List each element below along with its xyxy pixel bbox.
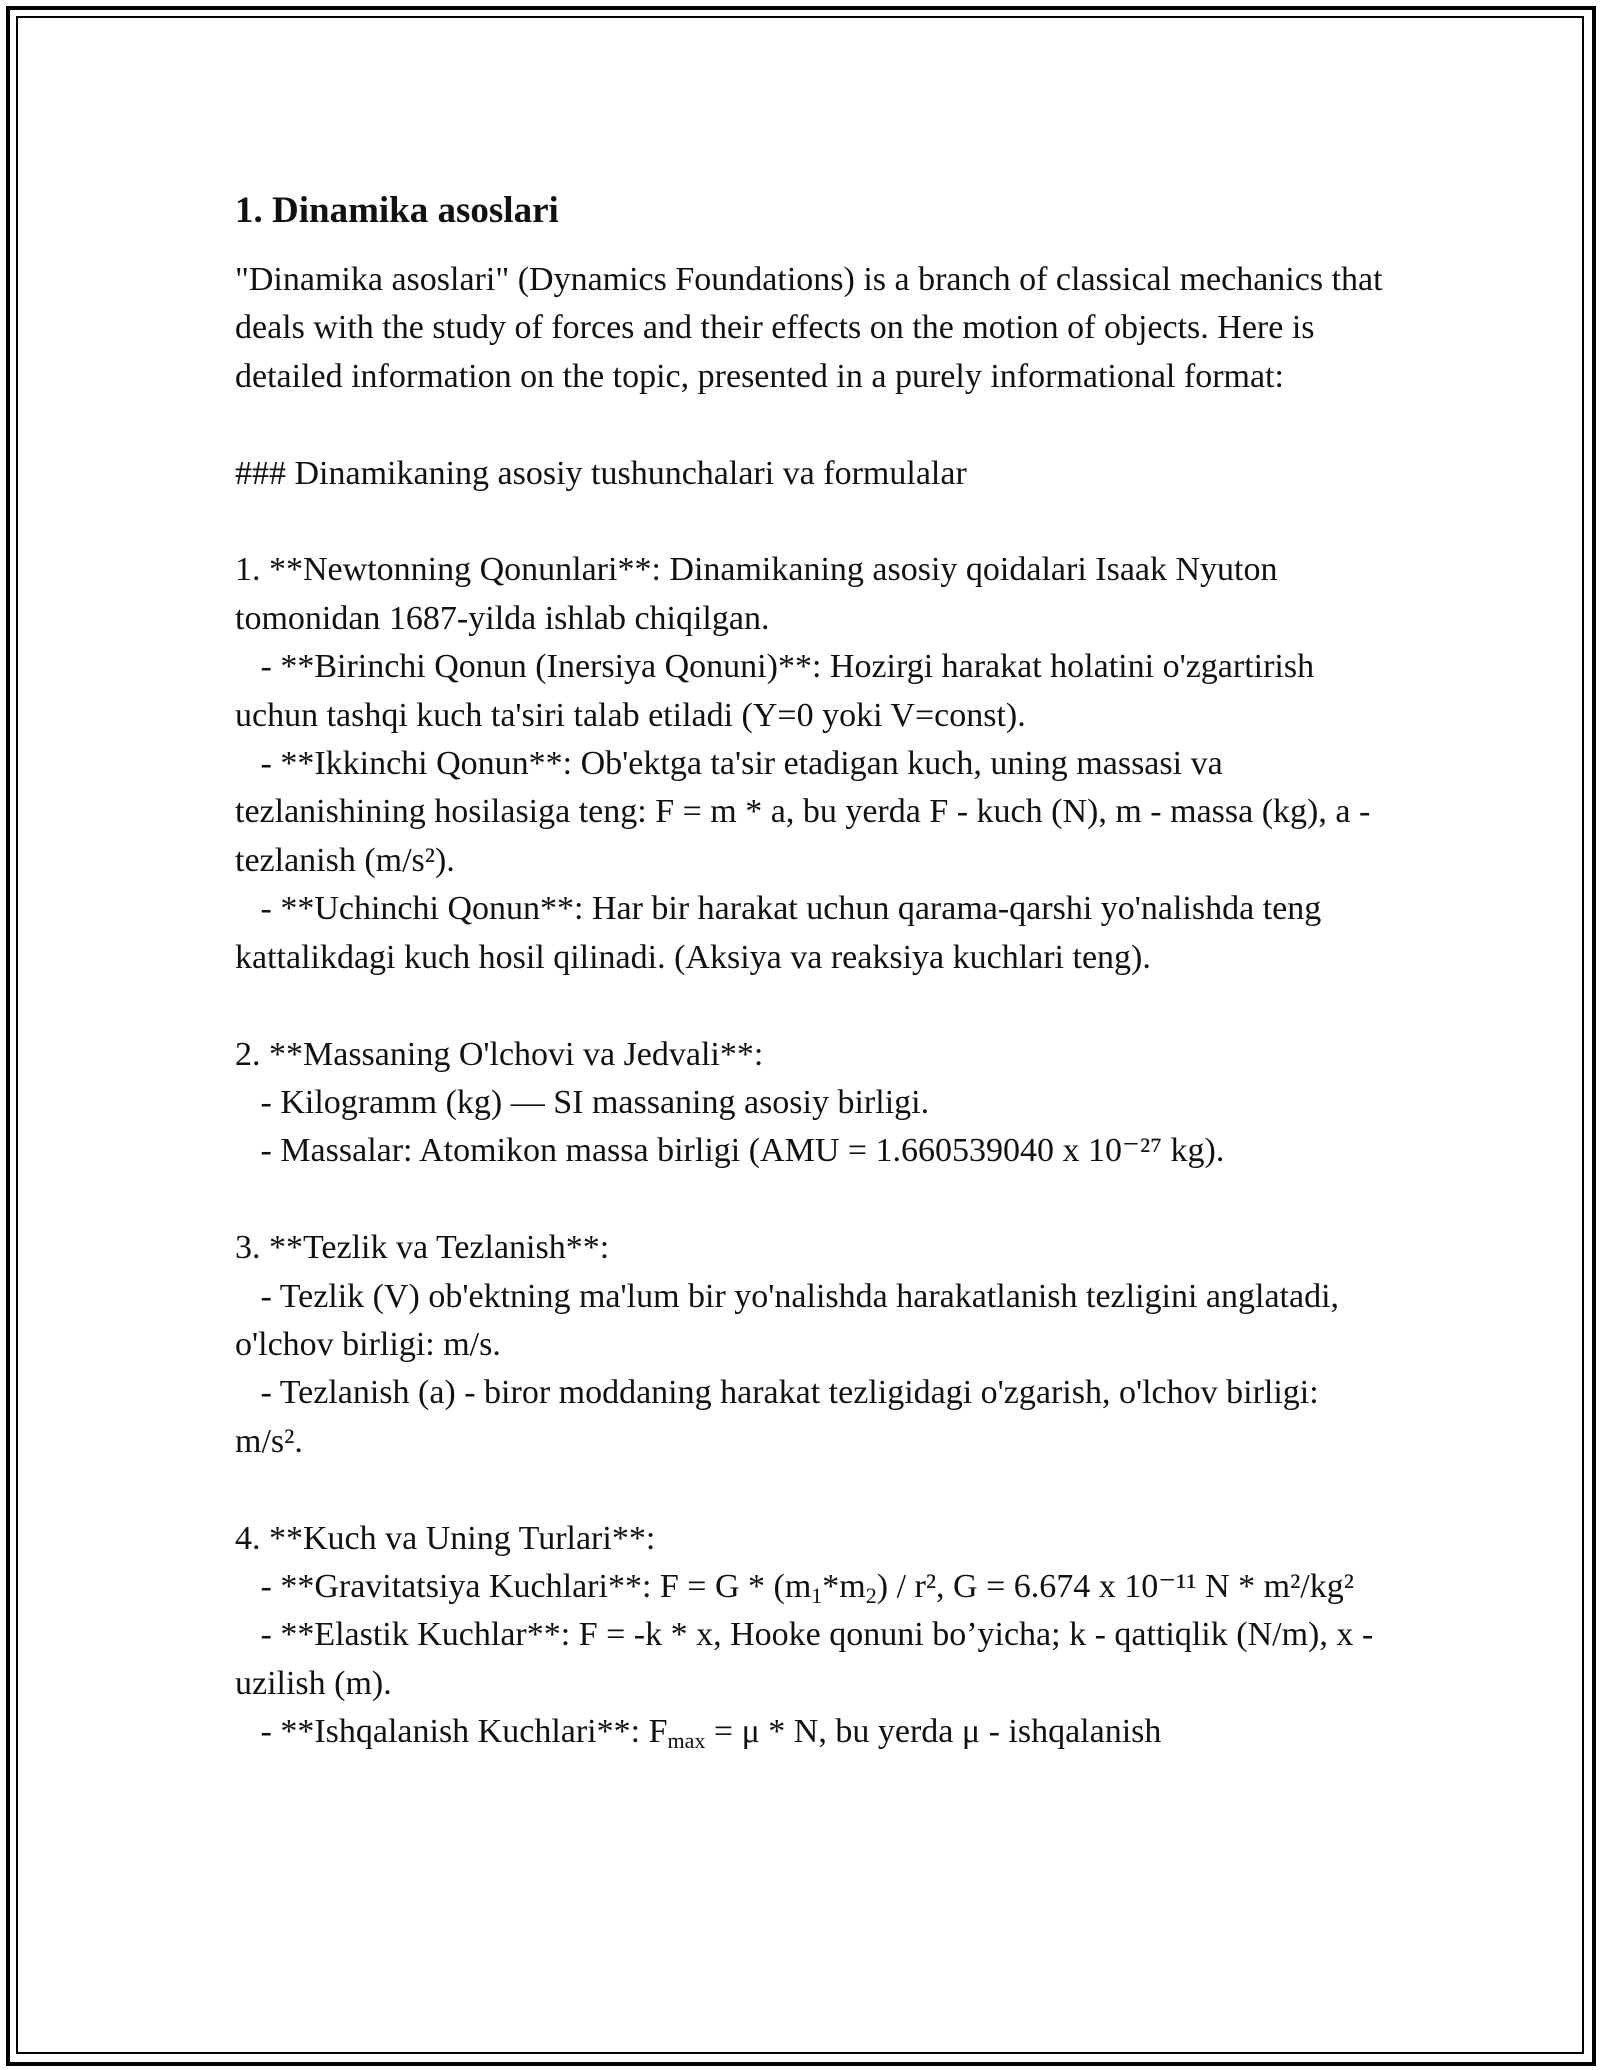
- mass-amu-line: - Massalar: Atomikon massa birligi (AMU = 1.660539040 x 10⁻²⁷ kg).: [235, 1132, 1225, 1170]
- blank-line: [235, 1176, 1385, 1224]
- intro-paragraph: "Dinamika asoslari" (Dynamics Foundations) is a branch of classical mechanics that deals with the study of forces and their effects on the motion of objects. Here is detailed information on the topic, presented in a purely informational format:: [235, 261, 1392, 395]
- velocity-line: - Tezlik (V) ob'ektning ma'lum bir yo'nalishda harakatlanish tezligini anglatadi, o'lchov birligi: m/s.: [235, 1277, 1348, 1363]
- friction-text-a: - **Ishqalanish Kuchlari**: F: [235, 1713, 668, 1751]
- third-law: - **Uchinchi Qonun**: Har bir harakat uchun qarama-qarshi yo'nalishda teng kattalikdagi kuch hosil qilinadi. (Aksiya va reaksiya kuchlari teng).: [235, 890, 1330, 976]
- gravity-subscript-1: 1: [811, 1582, 823, 1608]
- velocity-heading: 3. **Tezlik va Tezlanish**:: [235, 1229, 610, 1267]
- blank-line: [235, 498, 1385, 546]
- section-heading: ### Dinamikaning asosiy tushunchalari va formulalar: [235, 454, 967, 492]
- gravity-line: [235, 1563, 1385, 1611]
- blank-line: [235, 1466, 1385, 1514]
- blank-line: [235, 982, 1385, 1030]
- friction-subscript: max: [667, 1728, 706, 1754]
- elastic-line: - **Elastik Kuchlar**: F = -k * x, Hooke qonuni bo’yicha; k - qattiqlik (N/m), x - uzilish (m).: [235, 1616, 1382, 1702]
- gravity-text-a: - **Gravitatsiya Kuchlari**: F = G * (m: [235, 1567, 812, 1605]
- friction-line: [235, 1708, 1385, 1756]
- mass-heading: 2. **Massaning O'lchovi va Jedvali**:: [235, 1035, 764, 1073]
- mass-kilogram-line: - Kilogramm (kg) — SI massaning asosiy birligi.: [235, 1083, 930, 1121]
- first-law: - **Birinchi Qonun (Inersiya Qonuni)**: Hozirgi harakat holatini o'zgartirish uchun tashqi kuch ta'siri talab etiladi (Y=0 yoki V=const).: [235, 648, 1323, 734]
- blank-line: [235, 401, 1385, 449]
- second-law: - **Ikkinchi Qonun**: Ob'ektga ta'sir etadigan kuch, uning massasi va tezlanishining hosilasiga teng: F = m * a, bu yerda F - kuch (N), m - massa (kg), a - tezlanish (m/s²).: [235, 745, 1379, 879]
- acceleration-line: - Tezlanish (a) - biror moddaning harakat tezligidagi o'zgarish, o'lchov birligi: m/s².: [235, 1374, 1328, 1460]
- document-title: 1. Dinamika asoslari: [235, 190, 559, 231]
- friction-text-b: = μ * N, bu yerda μ - ishqalanish: [705, 1713, 1162, 1751]
- gravity-text-b: *m: [822, 1567, 866, 1605]
- gravity-text-c: ) / r², G = 6.674 x 10⁻¹¹ N * m²/kg²: [876, 1567, 1354, 1605]
- gravity-subscript-2: 2: [865, 1582, 877, 1608]
- force-heading: 4. **Kuch va Uning Turlari**:: [235, 1519, 656, 1557]
- document-body: [235, 186, 1392, 1757]
- newton-laws-intro: 1. **Newtonning Qonunlari**: Dinamikaning asosiy qoidalari Isaak Nyuton tomonidan 1687-yilda ishlab chiqilgan.: [235, 551, 1286, 637]
